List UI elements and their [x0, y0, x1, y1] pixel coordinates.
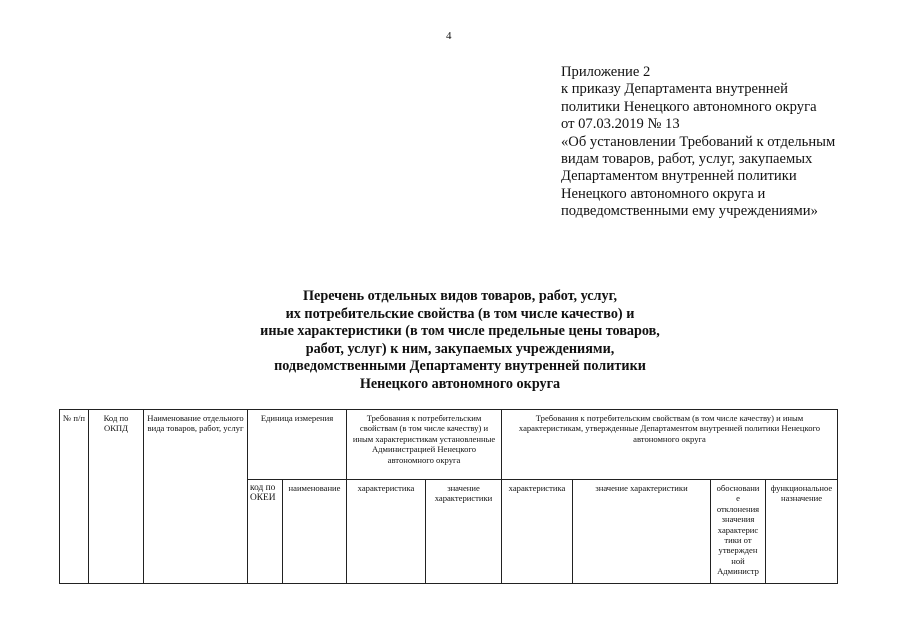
table-header-row	[60, 410, 838, 480]
appendix-line: подведомственными ему учреждениями»	[561, 203, 818, 220]
col-header-dept-characteristic: характеристика	[502, 480, 573, 584]
col-header-dept-requirements: Требования к потребительским свойствам (в том числе качеству) и иным характеристикам, утвержденные Департаментом внутренней политики Ненецкого автономного округа	[502, 410, 838, 480]
col-header-okei-code: код по ОКЕИ	[248, 480, 283, 584]
col-header-unit-name: наименование	[283, 480, 347, 584]
col-header-admin-requirements: Требования к потребительским свойствам (в том числе качеству) и иным характеристикам установленные Администрацией Ненецкого автономного округа	[347, 410, 502, 480]
justification-line: е	[736, 493, 740, 504]
page-number: 4	[446, 30, 452, 42]
col-header-dept-value: значение характеристики	[573, 480, 711, 584]
col-header-purpose: функциональное назначение	[766, 480, 838, 584]
appendix-line: «Об установлении Требований к отдельным	[561, 133, 836, 150]
title-line: работ, услуг) к ним, закупаемых учреждениями,	[305, 340, 615, 357]
appendix-line: от 07.03.2019 № 13	[561, 116, 680, 133]
title-line: Перечень отдельных видов товаров, работ, услуг,	[302, 288, 618, 304]
appendix-line: Приложение 2	[561, 64, 651, 80]
appendix-block	[561, 64, 861, 221]
appendix-line: политики Ненецкого автономного округа	[561, 98, 817, 115]
title-line: Ненецкого автономного округа	[359, 375, 561, 392]
document-title	[230, 288, 690, 394]
justification-line: обосновани	[716, 483, 760, 493]
appendix-line: видам товаров, работ, услуг, закупаемых	[561, 151, 813, 168]
col-header-number: № п/п	[60, 410, 89, 584]
justification-line: отклонения	[716, 503, 760, 514]
appendix-line: к приказу Департамента внутренней	[561, 81, 788, 98]
justification-line: ной	[731, 555, 745, 566]
justification-line: Администр	[717, 566, 759, 577]
requirements-table	[59, 409, 838, 584]
appendix-line: Департаментом внутренней политики	[561, 168, 797, 185]
col-header-justification	[711, 480, 766, 584]
appendix-line: Ненецкого автономного округа и	[561, 185, 766, 202]
col-header-unit: Единица измерения	[248, 410, 347, 480]
justification-line: утвержден	[718, 545, 758, 556]
col-header-name: Наименование отдельного вида товаров, работ, услуг	[144, 410, 248, 584]
title-line: иные характеристики (в том числе предельные цены товаров,	[260, 323, 660, 340]
justification-line: значения	[721, 514, 755, 525]
title-line: подведомственными Департаменту внутренней политики	[274, 358, 646, 375]
justification-line: тики от	[724, 535, 752, 546]
col-header-admin-characteristic: характеристика	[347, 480, 426, 584]
col-header-okpd: Код по ОКПД	[89, 410, 144, 584]
col-header-admin-value: значение характеристики	[426, 480, 502, 584]
title-line: их потребительские свойства (в том числе качество) и	[285, 305, 635, 322]
justification-line: характерис	[717, 524, 759, 535]
